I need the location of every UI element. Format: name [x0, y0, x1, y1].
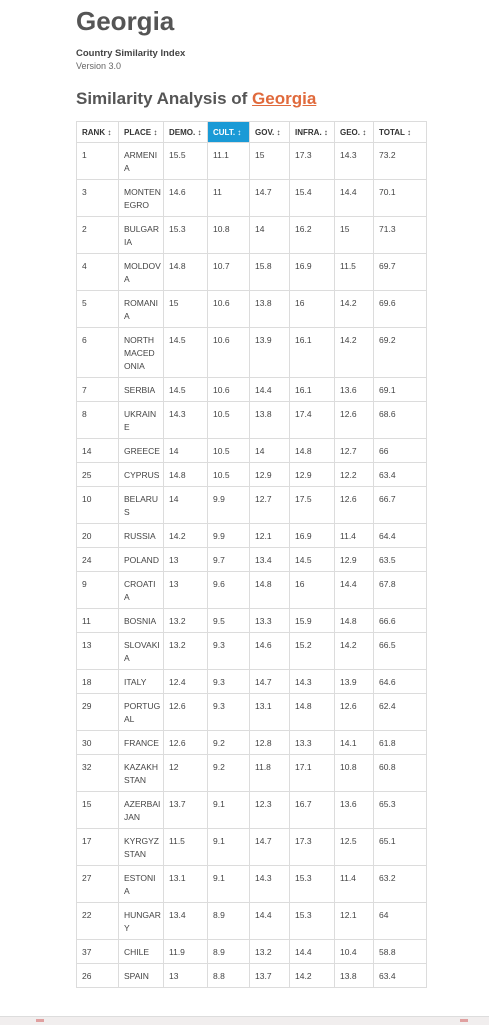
cell-demo: 12.4	[164, 670, 208, 694]
cell-rank: 22	[77, 903, 119, 940]
table-row	[77, 143, 427, 180]
cell-infra: 17.3	[290, 829, 335, 866]
cell-infra: 15.4	[290, 180, 335, 217]
cell-geo: 12.2	[335, 463, 374, 487]
table-row	[77, 964, 427, 988]
cell-geo: 12.5	[335, 829, 374, 866]
cell-total: 73.2	[374, 143, 427, 180]
cell-cult: 8.9	[208, 903, 250, 940]
cell-place: UKRAINE	[119, 402, 164, 439]
cell-demo: 14.3	[164, 402, 208, 439]
cell-rank: 37	[77, 940, 119, 964]
table-row	[77, 940, 427, 964]
cell-demo: 13	[164, 572, 208, 609]
cell-place: CHILE	[119, 940, 164, 964]
cell-rank: 20	[77, 524, 119, 548]
cell-gov: 12.8	[250, 731, 290, 755]
cell-place: SPAIN	[119, 964, 164, 988]
cell-cult: 9.5	[208, 609, 250, 633]
cell-cult: 8.8	[208, 964, 250, 988]
cell-infra: 14.3	[290, 670, 335, 694]
cell-cult: 10.8	[208, 217, 250, 254]
cell-demo: 13	[164, 548, 208, 572]
cell-place: RUSSIA	[119, 524, 164, 548]
cell-total: 65.3	[374, 792, 427, 829]
column-header-geo[interactable]: GEO. ↕	[335, 122, 374, 143]
cell-geo: 10.8	[335, 755, 374, 792]
cell-gov: 13.3	[250, 609, 290, 633]
cell-gov: 14.7	[250, 829, 290, 866]
table-row	[77, 378, 427, 402]
table-row	[77, 792, 427, 829]
cell-place: POLAND	[119, 548, 164, 572]
cell-infra: 16.9	[290, 524, 335, 548]
cell-place: SERBIA	[119, 378, 164, 402]
cell-demo: 15	[164, 291, 208, 328]
cell-rank: 13	[77, 633, 119, 670]
cell-gov: 13.1	[250, 694, 290, 731]
cell-rank: 18	[77, 670, 119, 694]
cell-demo: 13.1	[164, 866, 208, 903]
cell-total: 69.7	[374, 254, 427, 291]
table-row	[77, 572, 427, 609]
cell-demo: 13.4	[164, 903, 208, 940]
cell-rank: 10	[77, 487, 119, 524]
cell-total: 69.2	[374, 328, 427, 378]
cell-cult: 8.9	[208, 940, 250, 964]
cell-demo: 14	[164, 439, 208, 463]
cell-total: 66.7	[374, 487, 427, 524]
table-row	[77, 439, 427, 463]
cell-cult: 11	[208, 180, 250, 217]
cell-place: ARMENIA	[119, 143, 164, 180]
cell-geo: 15	[335, 217, 374, 254]
cell-geo: 14.3	[335, 143, 374, 180]
cell-geo: 12.7	[335, 439, 374, 463]
cell-rank: 15	[77, 792, 119, 829]
column-header-total[interactable]: TOTAL ↕	[374, 122, 427, 143]
cell-cult: 9.9	[208, 524, 250, 548]
cell-infra: 15.9	[290, 609, 335, 633]
cell-demo: 13.7	[164, 792, 208, 829]
cell-demo: 12.6	[164, 694, 208, 731]
cell-place: BOSNIA	[119, 609, 164, 633]
cell-rank: 11	[77, 609, 119, 633]
cell-cult: 10.5	[208, 402, 250, 439]
cell-cult: 11.1	[208, 143, 250, 180]
table-row	[77, 903, 427, 940]
table-row	[77, 731, 427, 755]
analysis-heading	[76, 88, 476, 110]
table-row	[77, 180, 427, 217]
cell-demo: 11.5	[164, 829, 208, 866]
cell-gov: 13.7	[250, 964, 290, 988]
cell-geo: 14.2	[335, 291, 374, 328]
cell-rank: 32	[77, 755, 119, 792]
cell-place: ESTONIA	[119, 866, 164, 903]
cell-infra: 15.3	[290, 903, 335, 940]
cell-total: 69.6	[374, 291, 427, 328]
cell-total: 63.2	[374, 866, 427, 903]
cell-rank: 24	[77, 548, 119, 572]
table-row	[77, 487, 427, 524]
cell-rank: 6	[77, 328, 119, 378]
cell-total: 61.8	[374, 731, 427, 755]
cell-cult: 10.6	[208, 328, 250, 378]
cell-gov: 13.9	[250, 328, 290, 378]
cell-infra: 16.1	[290, 378, 335, 402]
table-row	[77, 694, 427, 731]
column-header-gov[interactable]: GOV. ↕	[250, 122, 290, 143]
cell-infra: 14.4	[290, 940, 335, 964]
cell-geo: 13.6	[335, 792, 374, 829]
table-row	[77, 402, 427, 439]
cell-place: PORTUGAL	[119, 694, 164, 731]
table-row	[77, 755, 427, 792]
column-header-rank[interactable]: RANK ↕	[77, 122, 119, 143]
cell-cult: 9.2	[208, 731, 250, 755]
cell-total: 66.6	[374, 609, 427, 633]
table-row	[77, 633, 427, 670]
cell-place: CYPRUS	[119, 463, 164, 487]
cell-geo: 14.2	[335, 328, 374, 378]
cell-place: GREECE	[119, 439, 164, 463]
cell-gov: 14.4	[250, 378, 290, 402]
cell-rank: 7	[77, 378, 119, 402]
cell-infra: 16	[290, 291, 335, 328]
cell-demo: 14.5	[164, 328, 208, 378]
cell-gov: 15.8	[250, 254, 290, 291]
table-header-row	[77, 122, 427, 143]
cell-place: AZERBAIJAN	[119, 792, 164, 829]
cell-geo: 12.6	[335, 487, 374, 524]
cell-total: 58.8	[374, 940, 427, 964]
cell-geo: 14.2	[335, 633, 374, 670]
cell-demo: 14.8	[164, 254, 208, 291]
table-row	[77, 609, 427, 633]
column-header-demo[interactable]: DEMO. ↕	[164, 122, 208, 143]
cell-geo: 12.6	[335, 694, 374, 731]
cell-demo: 14.2	[164, 524, 208, 548]
cell-cult: 9.3	[208, 670, 250, 694]
cell-total: 67.8	[374, 572, 427, 609]
cell-infra: 16.7	[290, 792, 335, 829]
cell-infra: 16.1	[290, 328, 335, 378]
cell-infra: 17.5	[290, 487, 335, 524]
cell-total: 68.6	[374, 402, 427, 439]
cell-demo: 15.5	[164, 143, 208, 180]
cell-place: MOLDOVA	[119, 254, 164, 291]
cell-cult: 9.1	[208, 792, 250, 829]
cell-total: 71.3	[374, 217, 427, 254]
cell-geo: 13.8	[335, 964, 374, 988]
cell-infra: 14.8	[290, 439, 335, 463]
cell-infra: 15.3	[290, 866, 335, 903]
cell-place: BELARUS	[119, 487, 164, 524]
version-label: Version 3.0	[76, 61, 122, 71]
page-content	[76, 0, 476, 988]
column-header-infra[interactable]: INFRA. ↕	[290, 122, 335, 143]
cell-total: 70.1	[374, 180, 427, 217]
cell-cult: 9.6	[208, 572, 250, 609]
table-row	[77, 866, 427, 903]
cell-cult: 9.7	[208, 548, 250, 572]
table-row	[77, 829, 427, 866]
cell-demo: 13.2	[164, 609, 208, 633]
cell-total: 65.1	[374, 829, 427, 866]
cell-infra: 14.8	[290, 694, 335, 731]
cell-gov: 13.8	[250, 402, 290, 439]
cell-rank: 29	[77, 694, 119, 731]
cell-demo: 12	[164, 755, 208, 792]
cell-place: NORTH MACEDONIA	[119, 328, 164, 378]
cell-demo: 14.5	[164, 378, 208, 402]
table-row	[77, 328, 427, 378]
cell-rank: 9	[77, 572, 119, 609]
cell-geo: 14.4	[335, 180, 374, 217]
cell-demo: 13	[164, 964, 208, 988]
cell-rank: 5	[77, 291, 119, 328]
column-header-cult[interactable]: CULT. ↕	[208, 122, 250, 143]
cell-gov: 14.8	[250, 572, 290, 609]
cell-infra: 12.9	[290, 463, 335, 487]
cell-place: KAZAKHSTAN	[119, 755, 164, 792]
cell-gov: 13.8	[250, 291, 290, 328]
cell-geo: 13.6	[335, 378, 374, 402]
cell-gov: 14.4	[250, 903, 290, 940]
cell-infra: 14.5	[290, 548, 335, 572]
column-header-place[interactable]: PLACE ↕	[119, 122, 164, 143]
cell-demo: 11.9	[164, 940, 208, 964]
cell-gov: 14.6	[250, 633, 290, 670]
cell-total: 63.4	[374, 964, 427, 988]
cell-cult: 9.1	[208, 829, 250, 866]
cell-total: 63.5	[374, 548, 427, 572]
cell-geo: 11.4	[335, 866, 374, 903]
cell-demo: 14.6	[164, 180, 208, 217]
cell-infra: 16.9	[290, 254, 335, 291]
cell-place: FRANCE	[119, 731, 164, 755]
cell-total: 63.4	[374, 463, 427, 487]
cell-rank: 4	[77, 254, 119, 291]
cell-geo: 14.4	[335, 572, 374, 609]
country-link[interactable]: Georgia	[252, 89, 317, 108]
cell-cult: 9.2	[208, 755, 250, 792]
cell-total: 62.4	[374, 694, 427, 731]
cell-place: HUNGARY	[119, 903, 164, 940]
cell-rank: 8	[77, 402, 119, 439]
cell-infra: 17.1	[290, 755, 335, 792]
cell-total: 69.1	[374, 378, 427, 402]
cell-total: 66.5	[374, 633, 427, 670]
cell-infra: 16	[290, 572, 335, 609]
cell-geo: 13.9	[335, 670, 374, 694]
index-subtitle: Country Similarity Index	[76, 48, 186, 59]
cell-demo: 14.8	[164, 463, 208, 487]
cell-total: 64	[374, 903, 427, 940]
cell-infra: 16.2	[290, 217, 335, 254]
page-title: Georgia	[76, 6, 175, 36]
table-row	[77, 524, 427, 548]
cell-total: 66	[374, 439, 427, 463]
cell-infra: 14.2	[290, 964, 335, 988]
cell-rank: 26	[77, 964, 119, 988]
cell-rank: 2	[77, 217, 119, 254]
table-row	[77, 548, 427, 572]
cell-infra: 15.2	[290, 633, 335, 670]
cell-rank: 17	[77, 829, 119, 866]
cell-cult: 10.5	[208, 463, 250, 487]
table-row	[77, 463, 427, 487]
cell-place: CROATIA	[119, 572, 164, 609]
table-row	[77, 217, 427, 254]
cell-geo: 12.9	[335, 548, 374, 572]
cell-cult: 10.6	[208, 378, 250, 402]
cell-cult: 9.1	[208, 866, 250, 903]
cell-geo: 12.6	[335, 402, 374, 439]
cell-cult: 10.7	[208, 254, 250, 291]
cell-demo: 13.2	[164, 633, 208, 670]
cell-gov: 12.1	[250, 524, 290, 548]
cell-geo: 12.1	[335, 903, 374, 940]
cell-rank: 3	[77, 180, 119, 217]
cell-gov: 12.7	[250, 487, 290, 524]
table-row	[77, 254, 427, 291]
cell-cult: 10.5	[208, 439, 250, 463]
cell-rank: 30	[77, 731, 119, 755]
table-body	[77, 143, 427, 988]
table-row	[77, 291, 427, 328]
cell-place: SLOVAKIA	[119, 633, 164, 670]
cell-rank: 27	[77, 866, 119, 903]
cell-gov: 15	[250, 143, 290, 180]
cell-gov: 14	[250, 217, 290, 254]
cell-cult: 9.3	[208, 694, 250, 731]
cell-total: 64.6	[374, 670, 427, 694]
cell-gov: 12.3	[250, 792, 290, 829]
cell-rank: 14	[77, 439, 119, 463]
cell-infra: 17.4	[290, 402, 335, 439]
cell-infra: 13.3	[290, 731, 335, 755]
cell-gov: 11.8	[250, 755, 290, 792]
cell-total: 64.4	[374, 524, 427, 548]
strip-mark	[460, 1019, 468, 1022]
cell-geo: 14.1	[335, 731, 374, 755]
analysis-heading-prefix: Similarity Analysis of	[76, 89, 253, 108]
cell-demo: 14	[164, 487, 208, 524]
cell-place: ITALY	[119, 670, 164, 694]
cell-rank: 25	[77, 463, 119, 487]
cell-place: KYRGYZSTAN	[119, 829, 164, 866]
strip-mark	[36, 1019, 44, 1022]
cell-gov: 14.7	[250, 180, 290, 217]
cell-gov: 13.2	[250, 940, 290, 964]
cell-gov: 14.3	[250, 866, 290, 903]
cell-geo: 10.4	[335, 940, 374, 964]
cell-cult: 9.3	[208, 633, 250, 670]
cell-cult: 9.9	[208, 487, 250, 524]
cell-total: 60.8	[374, 755, 427, 792]
cell-geo: 14.8	[335, 609, 374, 633]
cell-gov: 14.7	[250, 670, 290, 694]
cell-gov: 13.4	[250, 548, 290, 572]
similarity-table	[76, 121, 427, 988]
table-row	[77, 670, 427, 694]
cell-rank: 1	[77, 143, 119, 180]
cell-gov: 14	[250, 439, 290, 463]
cell-place: ROMANIA	[119, 291, 164, 328]
cell-place: MONTENEGRO	[119, 180, 164, 217]
cell-gov: 12.9	[250, 463, 290, 487]
cell-cult: 10.6	[208, 291, 250, 328]
cell-place: BULGARIA	[119, 217, 164, 254]
cell-geo: 11.4	[335, 524, 374, 548]
cell-demo: 15.3	[164, 217, 208, 254]
cell-demo: 12.6	[164, 731, 208, 755]
cell-infra: 17.3	[290, 143, 335, 180]
cell-geo: 11.5	[335, 254, 374, 291]
